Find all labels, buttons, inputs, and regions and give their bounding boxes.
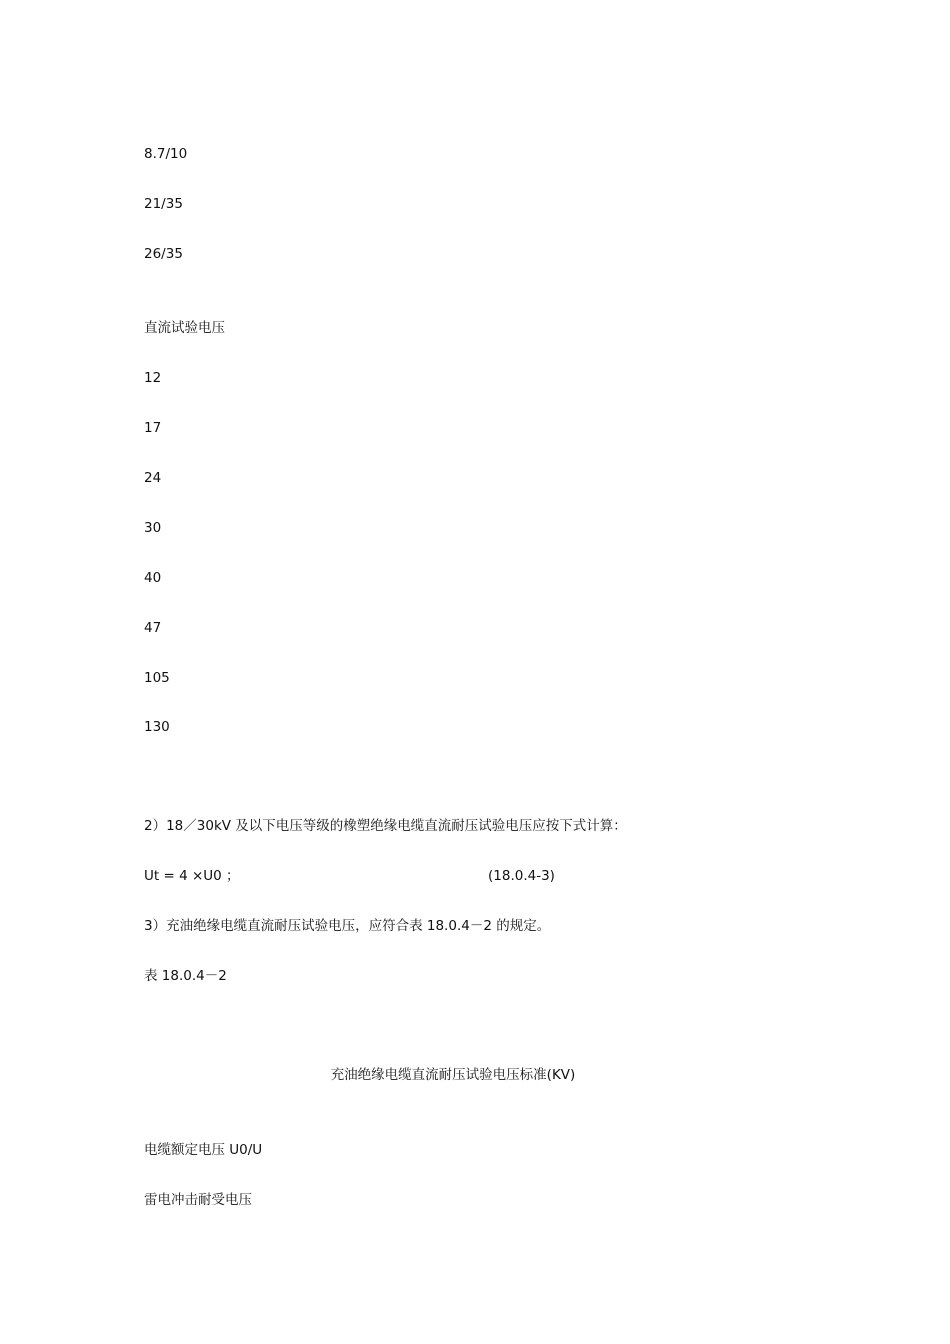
- dc-test-value-4: 30: [144, 520, 162, 536]
- voltage-level-3: 26/35: [144, 246, 183, 262]
- column-lightning-impulse: 雷电冲击耐受电压: [144, 1192, 252, 1208]
- dc-test-value-5: 40: [144, 570, 162, 586]
- item-2-text: 2）18／30kV 及以下电压等级的橡塑绝缘电缆直流耐压试验电压应按下式计算：: [144, 818, 627, 834]
- dc-test-value-3: 24: [144, 470, 162, 486]
- table-label: 表 18.0.4－2: [144, 968, 227, 984]
- item-3-text: 3）充油绝缘电缆直流耐压试验电压，应符合表 18.0.4－2 的规定。: [144, 918, 551, 934]
- voltage-level-1: 8.7/10: [144, 146, 188, 162]
- dc-test-value-6: 47: [144, 620, 162, 636]
- dc-test-voltage-heading: 直流试验电压: [144, 320, 225, 336]
- column-rated-voltage: 电缆额定电压 U0/U: [144, 1142, 263, 1158]
- formula-expression: Ut = 4 ×U0 ；: [144, 868, 240, 884]
- formula-reference: (18.0.4-3): [488, 868, 555, 884]
- dc-test-value-1: 12: [144, 370, 162, 386]
- dc-test-value-2: 17: [144, 420, 162, 436]
- dc-test-value-8: 130: [144, 719, 170, 735]
- dc-test-value-7: 105: [144, 670, 170, 686]
- table-title: 充油绝缘电缆直流耐压试验电压标准(KV): [330, 1067, 576, 1083]
- voltage-level-2: 21/35: [144, 196, 183, 212]
